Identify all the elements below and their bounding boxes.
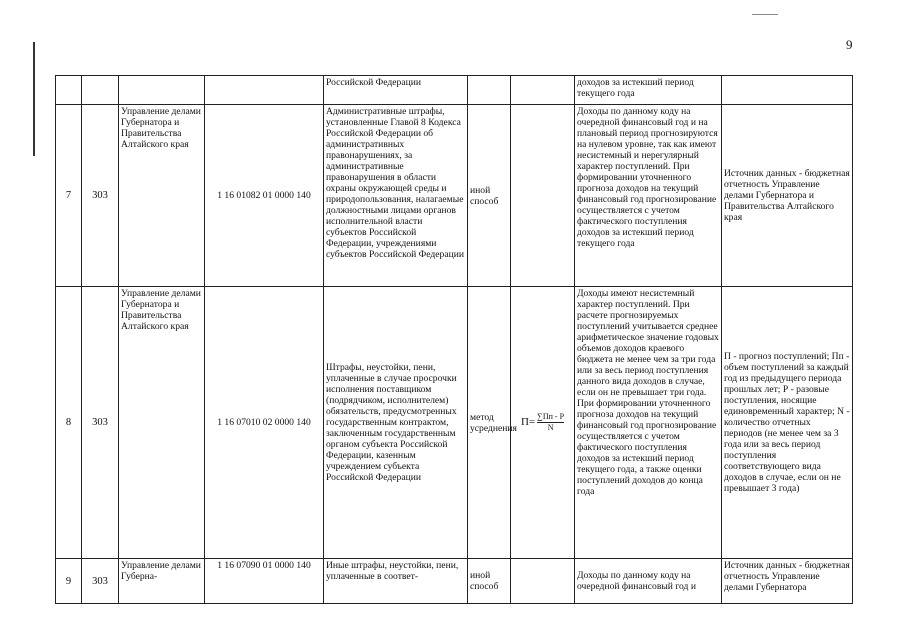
cell-admin: Управление делами Губернатора и Правительства Алтайского края [119,105,205,287]
cell-source [722,76,853,105]
cell-name: Штрафы, неустойки, пени, уплаченные в случае просрочки исполнения поставщиком (подрядчиком, исполнителем) обязательств, предусмотренных государственным контрактом, заключенным государственным органом субъекта Российской Федерации, казенным учреждением субъекта Российской Федерации [324,287,468,559]
cell-kbk: 1 16 01082 01 0000 140 [205,105,324,287]
cell-method: иной способ [468,559,511,604]
cell-kbk: 1 16 07010 02 0000 140 [205,287,324,559]
cell-code: 303 [82,559,119,604]
cell-code: 303 [82,105,119,287]
formula-denominator: N [547,423,554,432]
formula-fraction [537,412,564,433]
cell-kbk: 1 16 07090 01 0000 140 [205,559,324,604]
cell-index: 7 [56,105,82,287]
page-number: 9 [846,37,853,52]
cell-formula [511,287,575,559]
cell-algorithm: доходов за истекший период текущего года [575,76,722,105]
cell-algorithm: Доходы имеют несистемный характер поступлений. При расчете прогнозируемых поступлений учитывается среднее арифметическое значение годовых объемов доходов краевого бюджета не менее чем за три года или за весь период поступления данного вида доходов в случае, если он не превышает три года. При формировании уточненного прогноза доходов на текущий финансовый год прогнозирование осуществляется с учетом фактического поступления доходов за истекший период текущего года, а также оценки поступлений доходов до конца года [575,287,722,559]
averaging-formula [513,412,572,433]
header-dash [752,14,778,15]
cell-name: Иные штрафы, неустойки, пени, уплаченные в соответ- [324,559,468,604]
cell-source: П - прогноз поступлений; Пп - объем поступлений за каждый год из предыдущего периода прошлых лет; Р - разовые поступления, носящие единовременный характер; N - количество отчетных периодов (не менее чем за 3 года или за весь период поступления соответствующего вида доходов в случае, если он не превышает 3 года) [722,287,853,559]
cell-source: Источник данных - бюджетная отчетность Управление делами Губернатора [722,559,853,604]
table-row [56,105,853,287]
cell-code [82,76,119,105]
cell-index: 8 [56,287,82,559]
table-row-continued [56,76,853,105]
cell-method: метод усреднения [468,287,511,559]
cell-formula [511,105,575,287]
cell-code: 303 [82,287,119,559]
cell-kbk [205,76,324,105]
cell-admin: Управление делами Губерна- [119,559,205,604]
table-row [56,287,853,559]
table-row [56,559,853,604]
formula-lhs: П= [520,416,536,428]
cell-admin: Управление делами Губернатора и Правительства Алтайского края [119,287,205,559]
cell-method: иной способ [468,105,511,287]
cell-index: 9 [56,559,82,604]
cell-index [56,76,82,105]
cell-name: Административные штрафы, установленные Главой 8 Кодекса Российской Федерации об административных правонарушениях, за административные правонарушения в области охраны окружающей среды и природопользования, налагаемые должностными лицами органов исполнительной власти субъектов Российской Федерации, учреждениями субъектов Российской Федерации [324,105,468,287]
cell-source: Источник данных - бюджетная отчетность Управление делами Губернатора и Правительства Алтайского края [722,105,853,287]
cell-algorithm: Доходы по данному коду на очередной финансовый год и на плановый период прогнозируются на нулевом уровне, так как имеют несистемный и нерегулярный характер поступлений. При формировании уточненного прогноза доходов на текущий финансовый год прогнозирование осуществляется с учетом фактического поступления доходов за истекший период текущего года [575,105,722,287]
cell-formula [511,76,575,105]
cell-algorithm: Доходы по данному коду на очередной финансовый год и [575,559,722,604]
cell-formula [511,559,575,604]
cell-name: Российской Федерации [324,76,468,105]
revenue-forecast-table [55,75,853,604]
cell-method [468,76,511,105]
formula-numerator: ∑Пп - Р [537,412,565,421]
binding-margin-line [33,42,35,156]
cell-admin [119,76,205,105]
